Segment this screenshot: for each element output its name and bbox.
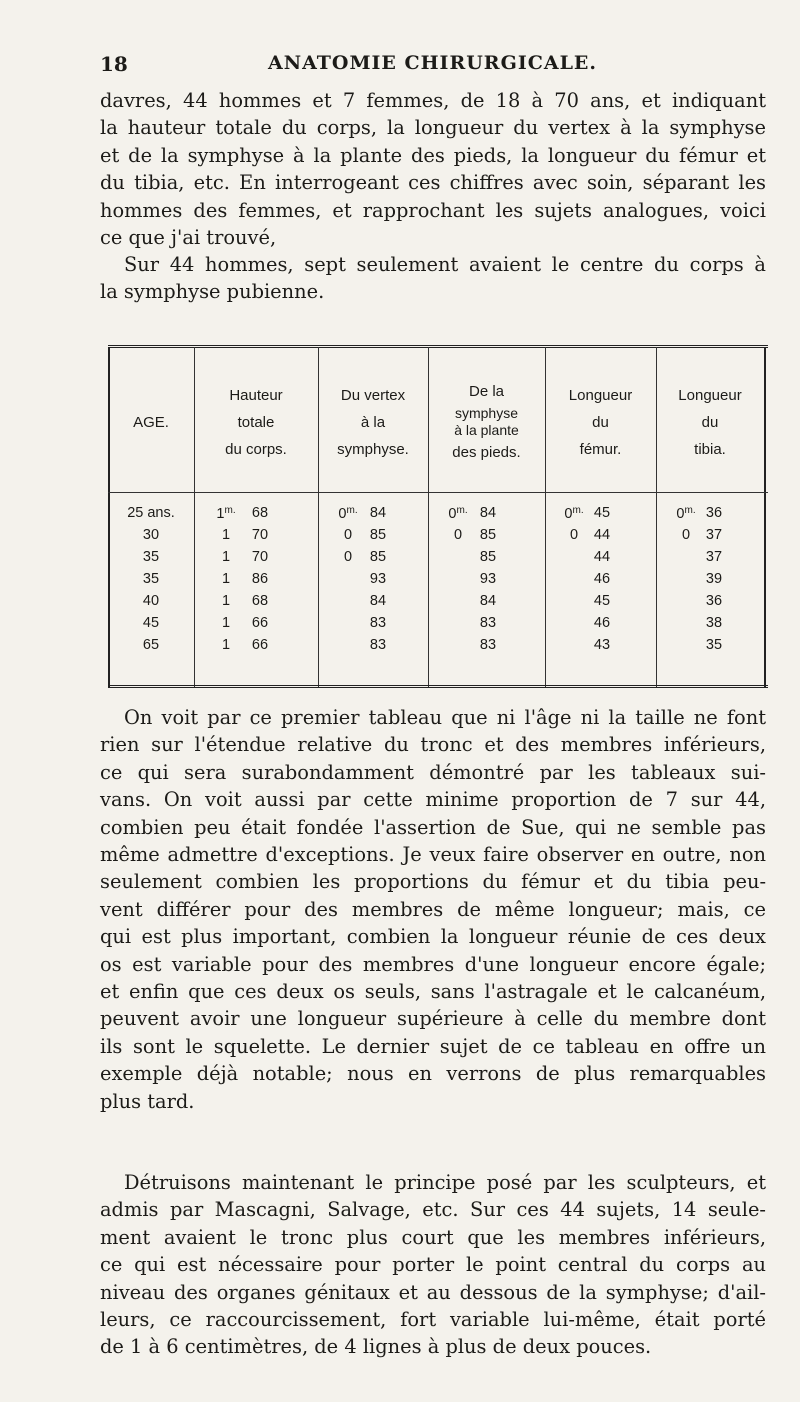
value-cell: 85 [479, 527, 497, 543]
text-line: qui est plus important, combien la longueur réunie de ces deux [100, 925, 766, 949]
running-head: ANATOMIE CHIRURGICALE. [267, 52, 598, 74]
meter-cell: $0^{m.}$ [564, 505, 584, 522]
header-text: du [701, 413, 719, 431]
text-line: leurs, ce raccourcissement, fort variable lui-même, était porté [100, 1308, 766, 1332]
text-line: du tibia, etc. En interrogeant ces chiffres avec soin, séparant les [100, 171, 766, 195]
value-cell: 86 [251, 571, 269, 587]
meter-cell: $1^{m.}$ [216, 505, 236, 522]
header-text: à la plante [454, 422, 519, 438]
meter-cell: 1 [221, 593, 231, 609]
page-number: 18 [100, 52, 128, 76]
header-text: symphyse [454, 405, 519, 421]
header-femur [545, 357, 656, 487]
header-text: Hauteur [229, 386, 283, 404]
header-symphysis [428, 357, 545, 487]
value-cell: 45 [593, 505, 611, 521]
text-line: vent différer pour des membres de même longueur; mais, ce [100, 897, 766, 921]
meter-cell: 0 [569, 527, 579, 543]
text-line: os est variable pour des membres d'une longueur encore égale; [100, 952, 766, 976]
header-text: AGE. [133, 413, 169, 431]
age-cell: 45 [142, 615, 160, 631]
unit-mark: m. [346, 505, 358, 516]
intro-paragraph [100, 87, 766, 251]
header-text: De la [468, 383, 505, 400]
header-text: à la [360, 413, 386, 431]
text-line: plus tard. [100, 1089, 195, 1113]
page-header [100, 52, 765, 82]
table-top-rule [108, 345, 768, 348]
value-cell: 44 [593, 527, 611, 543]
value-cell: 37 [705, 527, 723, 543]
header-text: du corps. [225, 440, 287, 458]
value-cell: 35 [705, 637, 723, 653]
table-row [108, 637, 768, 659]
value-cell: 83 [479, 637, 497, 653]
meter-cell: 1 [221, 571, 231, 587]
header-age [108, 357, 194, 487]
header-text: des pieds. [452, 444, 521, 461]
text-line: la symphyse pubienne. [100, 280, 325, 304]
table-row [108, 505, 768, 527]
unit-mark: m. [456, 505, 468, 516]
age-cell: 65 [142, 637, 160, 653]
text-line: de 1 à 6 centimètres, de 4 lignes à plus de deux pouces. [100, 1335, 652, 1359]
meter-cell: $0^{m.}$ [338, 505, 358, 522]
text-line: Détruisons maintenant le principe posé par les sculpteurs, et [124, 1171, 766, 1194]
value-cell: 39 [705, 571, 723, 587]
table-row [108, 593, 768, 615]
value-cell: 84 [369, 593, 387, 609]
age-cell: 25 ans. [127, 505, 175, 521]
meter-cell: $0^{m.}$ [676, 505, 696, 522]
text-line: hommes des femmes, et rapprochant les sujets analogues, voici [100, 198, 766, 222]
value-cell: 83 [369, 637, 387, 653]
age-cell: 40 [142, 593, 160, 609]
meter-cell: 0 [681, 527, 691, 543]
value-cell: 70 [251, 527, 269, 543]
text-line: Sur 44 hommes, sept seulement avaient le centre du corps à [124, 253, 766, 276]
text-line: rien sur l'étendue relative du tronc et des membres inférieurs, [100, 733, 766, 757]
final-paragraph [100, 1169, 766, 1361]
value-cell: 36 [705, 593, 723, 609]
text-line: et enfin que ces deux os seuls, sans l'astragale et le calcanéum, [100, 980, 766, 1004]
text-line: peuvent avoir une longueur supérieure à celle du membre dont [100, 1007, 766, 1031]
header-tibia [656, 357, 764, 487]
value-cell: 43 [593, 637, 611, 653]
text-line: ce qui sera surabondamment démontré par les tableaux sui- [100, 760, 766, 784]
text-line: même admettre d'exceptions. Je veux faire observer en outre, non [100, 843, 766, 867]
value-cell: 70 [251, 549, 269, 565]
age-cell: 30 [142, 527, 160, 543]
text-line: ce que j'ai trouvé, [100, 226, 277, 250]
value-cell: 68 [251, 505, 269, 521]
value-cell: 93 [479, 571, 497, 587]
value-cell: 66 [251, 637, 269, 653]
text-line: ment avaient le tronc plus court que les membres inférieurs, [100, 1225, 766, 1249]
header-vertex [318, 357, 428, 487]
table-row [108, 549, 768, 571]
value-cell: 38 [705, 615, 723, 631]
summary-paragraph [100, 251, 766, 306]
text-line: vans. On voit aussi par cette minime proportion de 7 sur 44, [100, 788, 766, 812]
text-line: admis par Mascagni, Salvage, etc. Sur ces 44 sujets, 14 seule- [100, 1198, 766, 1222]
value-cell: 36 [705, 505, 723, 521]
header-text: Longueur [568, 386, 633, 404]
text-line: la hauteur totale du corps, la longueur du vertex à la symphyse [100, 116, 766, 140]
header-text: totale [237, 413, 275, 431]
value-cell: 66 [251, 615, 269, 631]
measurements-table [108, 345, 768, 693]
value-cell: 46 [593, 615, 611, 631]
table-row [108, 571, 768, 593]
header-text: du [592, 413, 609, 431]
value-cell: 84 [369, 505, 387, 521]
text-line: On voit par ce premier tableau que ni l'âge ni la taille ne font [124, 706, 766, 729]
meter-cell: 1 [221, 615, 231, 631]
value-cell: 46 [593, 571, 611, 587]
meter-cell: 1 [221, 549, 231, 565]
value-cell: 84 [479, 505, 497, 521]
value-cell: 45 [593, 593, 611, 609]
value-cell: 85 [369, 527, 387, 543]
table-body [108, 505, 768, 659]
header-text: symphyse. [337, 440, 409, 458]
text-line: exemple déjà notable; nous en verrons de plus remarquables [100, 1062, 766, 1086]
unit-mark: m. [684, 505, 696, 516]
value-cell: 93 [369, 571, 387, 587]
meter-cell: 0 [453, 527, 463, 543]
header-text: fémur. [579, 440, 622, 458]
header-text: tibia. [694, 440, 726, 458]
table-row [108, 527, 768, 549]
value-cell: 68 [251, 593, 269, 609]
table-bottom-rule [108, 685, 768, 688]
text-line: seulement combien les proportions du fémur et du tibia peu- [100, 870, 766, 894]
age-cell: 35 [142, 571, 160, 587]
text-line: niveau des organes génitaux et au dessous de la symphyse; d'ail- [100, 1280, 766, 1304]
value-cell: 85 [479, 549, 497, 565]
unit-mark: m. [572, 505, 584, 516]
value-cell: 44 [593, 549, 611, 565]
meter-cell: 1 [221, 527, 231, 543]
text-line: et de la symphyse à la plante des pieds, la longueur du fémur et [100, 143, 766, 167]
value-cell: 84 [479, 593, 497, 609]
meter-cell: 0 [343, 549, 353, 565]
header-text: Longueur [678, 386, 742, 404]
text-line: davres, 44 hommes et 7 femmes, de 18 à 70 ans, et indiquant [100, 89, 766, 112]
value-cell: 83 [479, 615, 497, 631]
meter-cell: 1 [221, 637, 231, 653]
meter-cell: $0^{m.}$ [448, 505, 468, 522]
table-row [108, 615, 768, 637]
unit-mark: m. [224, 505, 236, 516]
text-line: ce qui est nécessaire pour porter le point central du corps au [100, 1253, 766, 1277]
value-cell: 85 [369, 549, 387, 565]
header-separator [108, 492, 768, 493]
header-height [194, 357, 318, 487]
text-line: ils sont le squelette. Le dernier sujet de ce tableau en offre un [100, 1034, 766, 1058]
value-cell: 83 [369, 615, 387, 631]
header-text: Du vertex [340, 386, 406, 404]
age-cell: 35 [142, 549, 160, 565]
text-line: combien peu était fondée l'assertion de Sue, qui ne semble pas [100, 815, 766, 839]
analysis-paragraph [100, 704, 766, 1115]
meter-cell: 0 [343, 527, 353, 543]
value-cell: 37 [705, 549, 723, 565]
